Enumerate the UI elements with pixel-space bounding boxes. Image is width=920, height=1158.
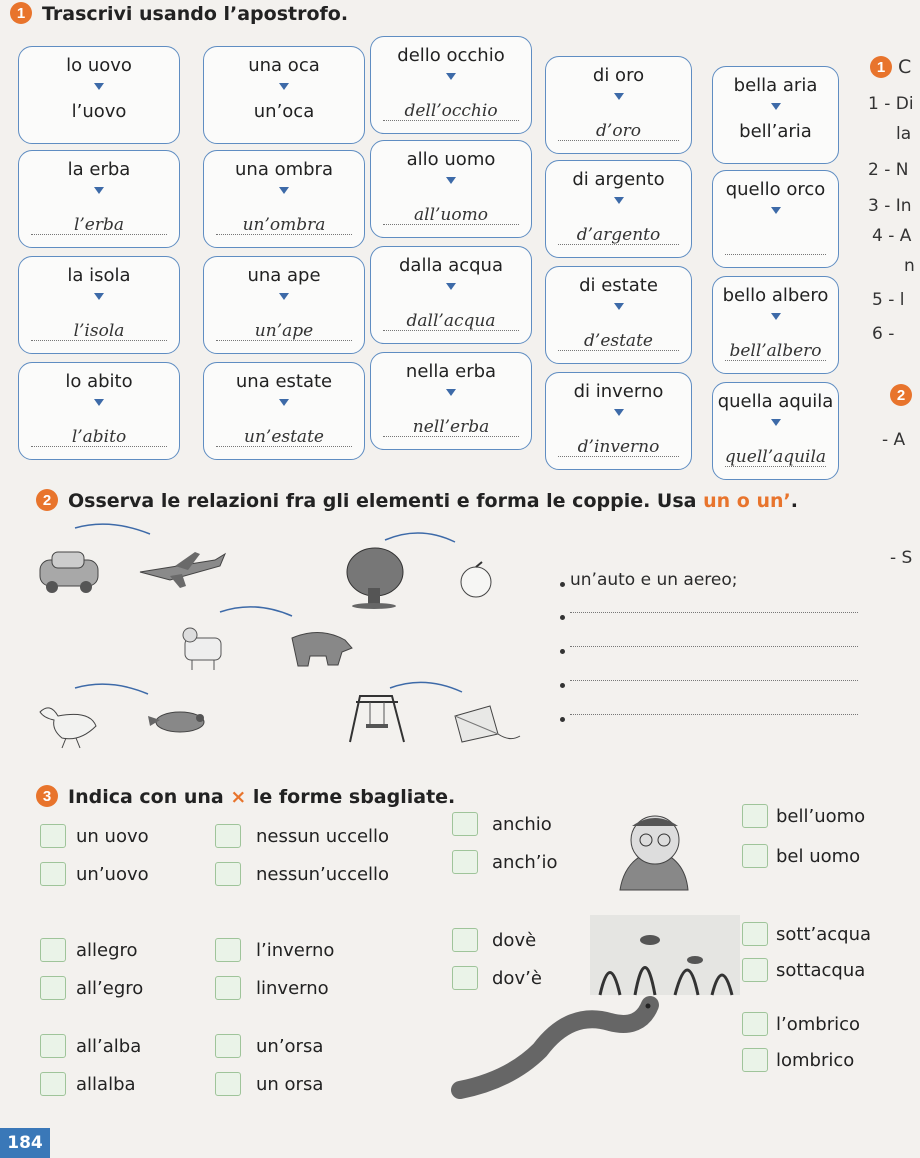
word-elided-example: l’uovo <box>71 101 127 122</box>
exercise-2-un: un <box>703 490 731 512</box>
word-elided-example: bell’aria <box>739 121 812 142</box>
option-label: dov’è <box>492 968 542 989</box>
arrow-down-icon <box>614 409 624 416</box>
word-original: dello occhio <box>397 45 505 66</box>
exercise-2-title <box>68 490 798 512</box>
option-label: l’inverno <box>256 940 335 961</box>
option-label: all’alba <box>76 1036 142 1057</box>
answer-bullet <box>560 683 565 688</box>
word-original: nella erba <box>405 361 497 382</box>
answer-bullet <box>560 615 565 620</box>
handwritten-answer: l’isola <box>73 321 125 341</box>
margin-line-8: 6 - <box>872 324 895 344</box>
answer-checkbox[interactable] <box>40 1072 66 1096</box>
arrow-down-icon <box>94 187 104 194</box>
option-label: un’orsa <box>256 1036 324 1057</box>
airplane-icon <box>140 552 225 588</box>
word-box <box>18 362 180 460</box>
x-mark-icon: × <box>230 786 247 808</box>
word-box <box>712 170 839 268</box>
word-original: allo uomo <box>406 149 496 170</box>
answer-checkbox[interactable] <box>215 824 241 848</box>
exercise-2-title-text: Osserva le relazioni fra gli elementi e forma le coppie. Usa <box>68 490 704 512</box>
handwritten-answer: l’abito <box>71 427 127 447</box>
exercise-3-title <box>68 786 455 808</box>
exercise-1-title: Trascrivi usando l’apostrofo. <box>42 3 349 25</box>
option-label: linverno <box>256 978 329 999</box>
handwritten-answer: dell’occhio <box>404 101 498 121</box>
option-label: lombrico <box>776 1050 855 1071</box>
word-original: una ombra <box>235 159 333 180</box>
option-label: all’egro <box>76 978 144 999</box>
handwritten-answer: un’ape <box>254 321 314 341</box>
exercise-2-un-apos: un’ <box>756 490 791 512</box>
answer-bullet <box>560 582 565 587</box>
answer-checkbox[interactable] <box>215 976 241 1000</box>
word-original: dalla acqua <box>398 255 503 276</box>
option-label: un’uovo <box>76 864 149 885</box>
answer-checkbox[interactable] <box>40 862 66 886</box>
orange-icon <box>461 562 491 597</box>
handwritten-answer: l’erba <box>73 215 125 235</box>
answer-line[interactable] <box>570 680 858 681</box>
option-label: nessun’uccello <box>256 864 390 885</box>
exercise-2-title-end: . <box>790 490 798 512</box>
swing-icon <box>350 696 404 742</box>
option-label: sottacqua <box>776 960 866 981</box>
word-original: bello albero <box>722 285 829 306</box>
word-box <box>370 246 532 344</box>
exercise-2-badge: 2 <box>36 489 58 511</box>
answer-line[interactable] <box>570 646 858 647</box>
option-label: un orsa <box>256 1074 324 1095</box>
word-original: di inverno <box>573 381 664 402</box>
margin-dash-a: - A <box>882 430 906 450</box>
answer-line[interactable] <box>570 714 858 715</box>
arrow-down-icon <box>94 293 104 300</box>
handwritten-answer: un’estate <box>244 427 324 447</box>
arrow-down-icon <box>279 399 289 406</box>
handwritten-answer: nell’erba <box>412 417 490 437</box>
answer-checkbox[interactable] <box>40 1034 66 1058</box>
word-original: quella aquila <box>717 391 834 412</box>
handwritten-answer: d’oro <box>596 121 641 141</box>
word-original: bella aria <box>733 75 818 96</box>
worm-icon <box>460 1004 651 1091</box>
handwritten-answer: dall’acqua <box>406 311 496 331</box>
word-box <box>545 266 692 364</box>
word-box <box>18 256 180 354</box>
answer-line[interactable] <box>570 612 858 613</box>
answer-checkbox[interactable] <box>40 938 66 962</box>
word-box <box>18 46 180 144</box>
exercise-3-illustrations <box>450 810 750 1110</box>
word-box <box>712 382 839 480</box>
option-label: l’ombrico <box>776 1014 861 1035</box>
option-label: un uovo <box>76 826 149 847</box>
word-box <box>203 362 365 460</box>
arrow-down-icon <box>279 83 289 90</box>
arrow-down-icon <box>446 283 456 290</box>
handwritten-answer: quell’aquila <box>724 447 827 467</box>
margin-line-4: 3 - In <box>868 196 912 216</box>
pair-arc-icon <box>75 524 150 534</box>
exercise-3-title-end: le forme sbagliate. <box>246 786 456 808</box>
example-answer: un’auto e un aereo; <box>570 570 738 590</box>
margin-letter-c: C <box>898 56 912 78</box>
option-label: anchio <box>492 814 552 835</box>
margin-dash-s: - S <box>890 548 913 568</box>
arrow-down-icon <box>94 83 104 90</box>
word-elided-example: un’oca <box>253 101 315 122</box>
pair-arc-icon <box>220 607 292 616</box>
margin-badge-2: 2 <box>890 384 912 406</box>
option-label: bel uomo <box>776 846 861 867</box>
option-label: dovè <box>492 930 537 951</box>
margin-line-2: la <box>896 124 912 144</box>
word-box <box>545 56 692 154</box>
word-original: una estate <box>235 371 333 392</box>
word-box <box>203 46 365 144</box>
margin-line-1: 1 - Di <box>868 94 914 114</box>
arrow-down-icon <box>279 293 289 300</box>
goat-icon <box>183 628 221 670</box>
answer-checkbox[interactable] <box>40 824 66 848</box>
kite-icon <box>455 706 520 742</box>
exercise-2-o: o <box>730 490 757 512</box>
answer-checkbox[interactable] <box>40 976 66 1000</box>
word-original: una oca <box>248 55 320 76</box>
answer-line[interactable] <box>725 254 826 255</box>
tree-icon <box>347 548 403 609</box>
word-box <box>370 36 532 134</box>
pair-arc-icon <box>385 533 455 542</box>
answer-checkbox[interactable] <box>215 1072 241 1096</box>
arrow-down-icon <box>614 197 624 204</box>
arrow-down-icon <box>614 303 624 310</box>
handwritten-answer: un’ombra <box>242 215 326 235</box>
handwritten-answer: d’inverno <box>577 437 660 457</box>
word-original: la isola <box>67 265 131 286</box>
handwritten-answer: d’estate <box>584 331 653 351</box>
word-original: lo uovo <box>66 55 132 76</box>
page-number: 184 <box>0 1128 50 1158</box>
word-box <box>545 372 692 470</box>
arrow-down-icon <box>771 313 781 320</box>
underwater-scene-icon <box>590 915 740 995</box>
word-original: di oro <box>592 65 645 86</box>
answer-bullet <box>560 649 565 654</box>
bird-icon <box>148 712 204 732</box>
word-original: di argento <box>572 169 665 190</box>
arrow-down-icon <box>771 103 781 110</box>
word-box <box>18 150 180 248</box>
answer-checkbox[interactable] <box>215 938 241 962</box>
pair-arc-icon <box>75 684 148 694</box>
exercise-3-title-text: Indica con una <box>68 786 231 808</box>
word-box <box>712 66 839 164</box>
word-box <box>370 140 532 238</box>
arrow-down-icon <box>94 399 104 406</box>
pair-arc-icon <box>390 682 462 692</box>
word-original: una ape <box>247 265 321 286</box>
arrow-down-icon <box>446 389 456 396</box>
margin-badge-1: 1 <box>870 56 892 78</box>
arrow-down-icon <box>614 93 624 100</box>
word-original: la erba <box>67 159 131 180</box>
option-label: nessun uccello <box>256 826 390 847</box>
answer-bullet <box>560 717 565 722</box>
option-label: anch’io <box>492 852 558 873</box>
arrow-down-icon <box>446 177 456 184</box>
man-with-glasses-icon <box>620 816 688 890</box>
option-label: allalba <box>76 1074 136 1095</box>
margin-line-3: 2 - N <box>868 160 909 180</box>
word-box <box>370 352 532 450</box>
handwritten-answer: d’argento <box>576 225 661 245</box>
option-label: sott’acqua <box>776 924 872 945</box>
arrow-down-icon <box>771 207 781 214</box>
answer-checkbox[interactable] <box>215 862 241 886</box>
arrow-down-icon <box>771 419 781 426</box>
option-label: allegro <box>76 940 138 961</box>
car-icon <box>40 552 98 593</box>
word-original: quello orco <box>725 179 826 200</box>
word-original: lo abito <box>65 371 133 392</box>
duck-icon <box>40 708 96 748</box>
word-box <box>203 256 365 354</box>
arrow-down-icon <box>279 187 289 194</box>
handwritten-answer: all’uomo <box>414 205 488 225</box>
margin-line-6: n <box>904 256 915 276</box>
word-box <box>545 160 692 258</box>
margin-line-5: 4 - A <box>872 226 912 246</box>
word-box <box>203 150 365 248</box>
word-box <box>712 276 839 374</box>
handwritten-answer: bell’albero <box>729 341 822 361</box>
bear-icon <box>292 632 352 666</box>
answer-checkbox[interactable] <box>215 1034 241 1058</box>
exercise-1-badge: 1 <box>10 2 32 24</box>
word-original: di estate <box>579 275 658 296</box>
arrow-down-icon <box>446 73 456 80</box>
exercise-2-illustrations <box>0 520 560 760</box>
option-label: bell’uomo <box>776 806 866 827</box>
margin-line-7: 5 - l <box>872 290 905 310</box>
exercise-3-badge: 3 <box>36 785 58 807</box>
